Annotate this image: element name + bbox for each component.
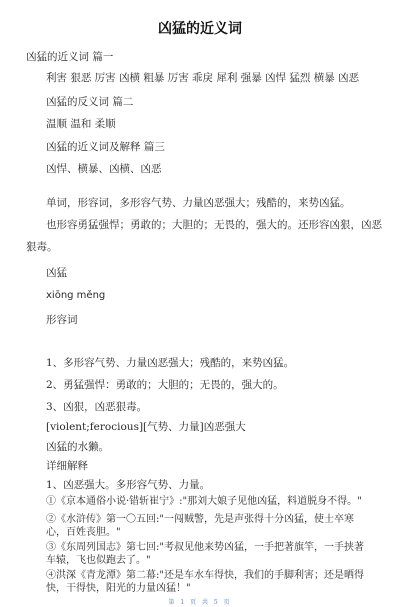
text-line: 狠毒。: [26, 241, 58, 253]
antonym-list: 温顺 温和 柔顺: [46, 118, 116, 130]
citation-line: ①《京本通俗小说·错斩崔宁》:"那刘大娘子见他凶猛，料道脱身不得。": [46, 496, 362, 507]
section-heading: 凶猛的反义词 篇二: [46, 96, 134, 108]
citation-line: 车辕，飞也似跑去了。": [46, 555, 151, 566]
definition-line: 3、凶狠，凶恶狠毒。: [46, 401, 148, 413]
text-line: 凶悍、横暴、凶横、凶恶: [46, 163, 162, 175]
definition-line: 2、勇猛强悍：勇敢的；大胆的；无畏的，强大的。: [46, 379, 284, 391]
citation-line: ④洪深《青龙潭》第二幕:"还是车水车得快，我们的手脚利害；还是晒得: [46, 570, 364, 581]
citation-line: 心，百姓丧胆。": [46, 527, 121, 538]
section-heading: 凶猛的近义词 篇一: [26, 51, 114, 63]
synonym-list: 利害 狠恶 厉害 凶横 粗暴 厉害 乖戾 犀利 强暴 凶悍 猛烈 横暴 凶恶: [46, 72, 360, 84]
text-line: 单词，形容词，多形容气势、力量凶恶强大；残酷的，来势凶猛。: [46, 197, 351, 209]
pinyin: xiōng měng: [46, 290, 106, 301]
page-number: 第 1 页 共 5 页: [168, 599, 232, 606]
example-line: 凶猛的水獭。: [46, 441, 109, 453]
definition-line: 1、凶恶强大。多形容气势、力量。: [46, 479, 211, 491]
section-heading: 凶猛的近义词及解释 篇三: [46, 141, 165, 153]
text-line: 也形容勇猛强悍；勇敢的；大胆的；无畏的，强大的。还形容凶狠，凶恶: [46, 219, 382, 231]
citation-line: ②《水浒传》第一〇五回:"一闯贼警，先是声张得十分凶猛，使士卒寒: [46, 514, 354, 525]
citation-line: ③《东周列国志》第七回:"考叔见他来势凶猛，一手把著旗竿，一手挟著: [46, 542, 364, 553]
part-of-speech: 形容词: [46, 314, 78, 326]
english-gloss: [violent;ferocious][气势、力量]凶恶强大: [46, 421, 246, 433]
headword: 凶猛: [46, 267, 67, 279]
section-heading: 详细解释: [46, 460, 88, 472]
citation-line: 快，干得快，阳光的力量凶猛！": [46, 583, 191, 594]
document-title: 凶猛的近义词: [158, 21, 242, 37]
definition-line: 1、多形容气势、力量凶恶强大；残酷的，来势凶猛。: [46, 357, 295, 369]
